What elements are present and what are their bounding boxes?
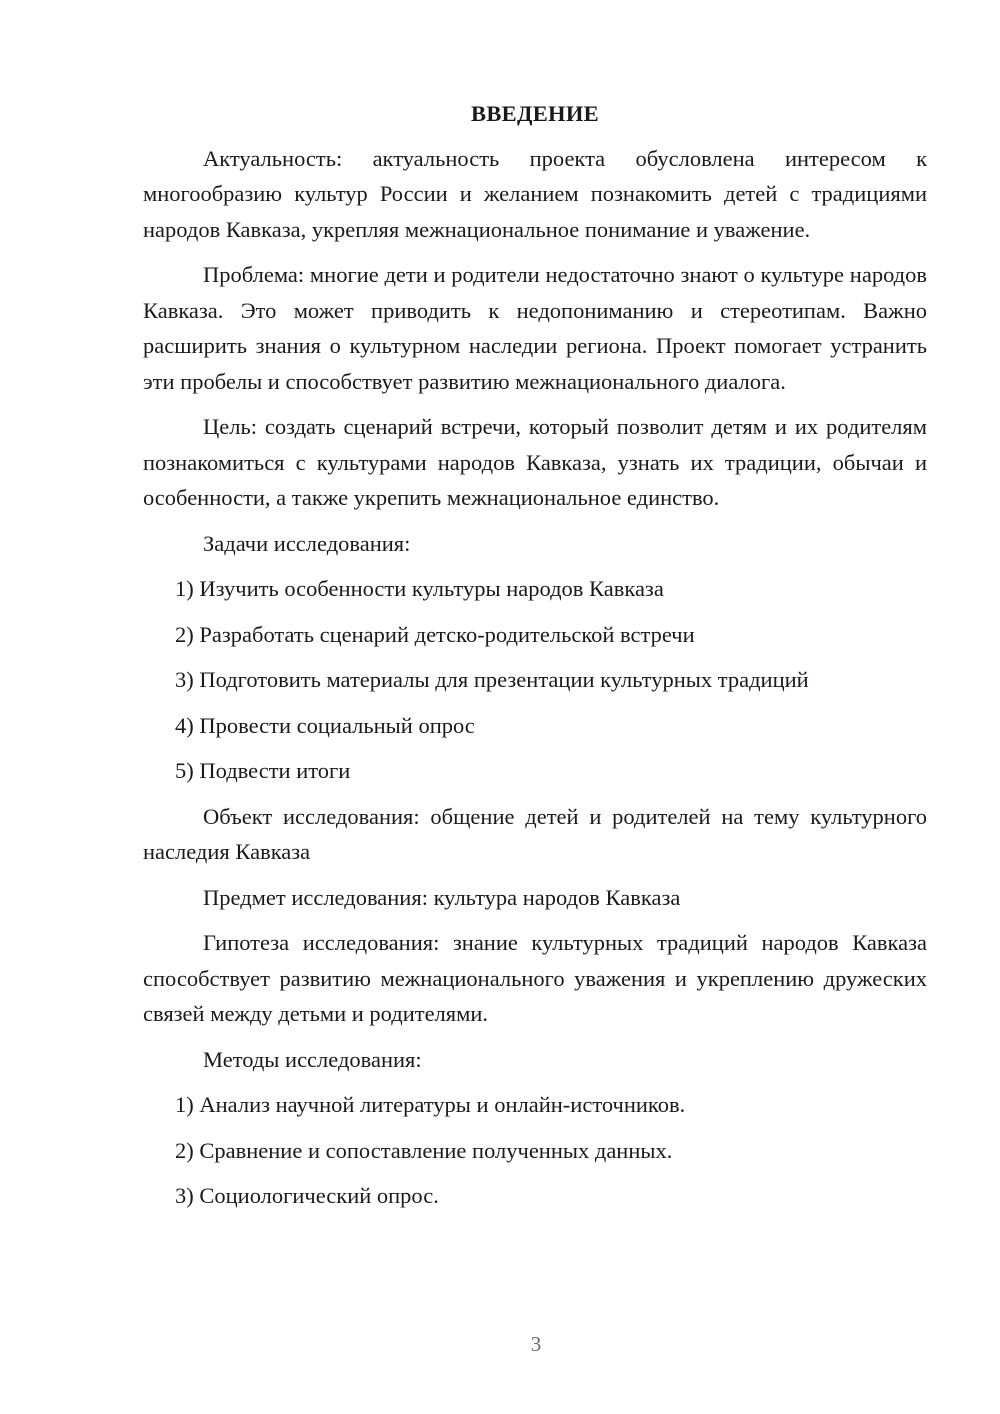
list-item: 1) Изучить особенности культуры народов Кавказа	[175, 576, 664, 601]
relevance-paragraph: Актуальность: актуальность проекта обусловлена интересом к многообразию культур России и желанием познакомить детей с традициями народов Кавказа, укрепляя межнациональное понимание и уважение.	[143, 145, 927, 242]
list-item: 2) Разработать сценарий детско-родительской встречи	[175, 621, 695, 647]
list-item: 2) Сравнение и сопоставление полученных данных.	[175, 1137, 673, 1163]
list-item: 4) Провести социальный опрос	[175, 712, 475, 738]
tasks-list	[143, 571, 927, 789]
list-item: 1) Анализ научной литературы и онлайн-источников.	[175, 1092, 686, 1117]
list-item: 5) Подвести итоги	[175, 758, 351, 783]
page-number: 3	[530, 1332, 542, 1356]
section-title: ВВЕДЕНИЕ	[471, 101, 599, 126]
list-item: 3) Социологический опрос.	[175, 1183, 439, 1208]
object-paragraph: Объект исследования: общение детей и родителей на тему культурного наследия Кавказа	[143, 803, 927, 864]
problem-paragraph: Проблема: многие дети и родители недостаточно знают о культуре народов Кавказа. Это может приводить к недопониманию и стереотипам. Важно расширить знания о культурном наследии региона. Проект помогает устранить эти пробелы и способствует развитию межнационального диалога.	[143, 262, 927, 394]
tasks-heading: Задачи исследования:	[203, 530, 411, 556]
methods-list	[143, 1087, 927, 1214]
hypothesis-paragraph: Гипотеза исследования: знание культурных традиций народов Кавказа способствует развитию межнационального уважения и укреплению дружеских связей между детьми и родителями.	[143, 930, 927, 1026]
list-item: 3) Подготовить материалы для презентации культурных традиций	[175, 667, 809, 692]
subject-paragraph: Предмет исследования: культура народов Кавказа	[203, 884, 681, 910]
goal-paragraph: Цель: создать сценарий встречи, который позволит детям и их родителям познакомиться с культурами народов Кавказа, узнать их традиции, обычаи и особенности, а также укрепить межнациональное единство.	[143, 414, 927, 510]
methods-heading: Методы исследования:	[203, 1046, 422, 1072]
page-content	[143, 96, 927, 1224]
